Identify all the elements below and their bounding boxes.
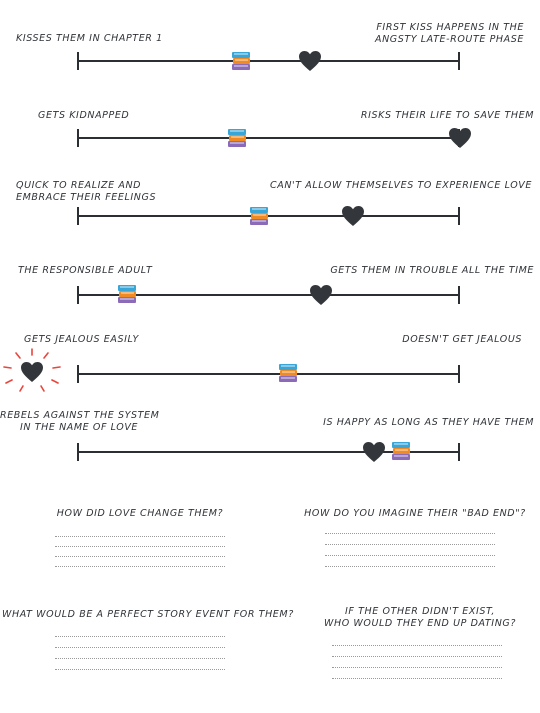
answer-line[interactable] (325, 566, 495, 567)
heart-icon (298, 50, 322, 72)
scale-1-left-label: KISSES THEM IN CHAPTER 1 (16, 33, 163, 44)
answer-line[interactable] (55, 536, 225, 537)
scale-5-left-label: GETS JEALOUS EASILY (24, 334, 139, 345)
answer-line[interactable] (325, 555, 495, 556)
scale-4-left-label: THE RESPONSIBLE ADULT (18, 265, 153, 276)
scale-3-right-label: CAN'T ALLOW THEMSELVES TO EXPERIENCE LOVE (270, 180, 532, 191)
heart-icon (448, 127, 472, 149)
scale-6-left-label: REBELS AGAINST THE SYSTEM IN THE NAME OF LOVE (0, 410, 160, 433)
question-bad-end: HOW DO YOU IMAGINE THEIR "BAD END"? (304, 508, 526, 519)
scale-6-left-tick (77, 443, 79, 461)
scale-6-right-tick (458, 443, 460, 461)
books-icon (116, 283, 138, 305)
heart-icon (309, 284, 333, 306)
answer-line[interactable] (332, 667, 502, 668)
books-icon (390, 440, 412, 462)
answer-line[interactable] (325, 544, 495, 545)
scale-5-right-label: DOESN'T GET JEALOUS (402, 334, 522, 345)
scale-3-left-tick (77, 207, 79, 225)
scale-1-line (78, 60, 460, 62)
scale-2-line (78, 137, 460, 139)
answer-line[interactable] (332, 678, 502, 679)
question-alternate-partner: IF THE OTHER DIDN'T EXIST, WHO WOULD THEY END UP DATING? (323, 606, 517, 629)
answer-line[interactable] (55, 546, 225, 547)
answer-line[interactable] (55, 566, 225, 567)
scale-4-left-tick (77, 286, 79, 304)
answer-line[interactable] (55, 658, 225, 659)
books-icon (230, 50, 252, 72)
books-icon (248, 205, 270, 227)
scale-5-line (78, 373, 460, 375)
answer-line[interactable] (55, 669, 225, 670)
scale-2-right-label: RISKS THEIR LIFE TO SAVE THEM (360, 110, 534, 121)
question-perfect-event: WHAT WOULD BE A PERFECT STORY EVENT FOR THEM? (2, 609, 294, 620)
scale-6-right-label: IS HAPPY AS LONG AS THEY HAVE THEM (323, 417, 534, 428)
scale-2-left-tick (77, 129, 79, 147)
heart-icon (362, 441, 386, 463)
scale-5-left-tick (77, 365, 79, 383)
answer-line[interactable] (332, 645, 502, 646)
heart-icon (341, 205, 365, 227)
scale-4-right-tick (458, 286, 460, 304)
books-icon (277, 362, 299, 384)
scale-3-right-tick (458, 207, 460, 225)
answer-line[interactable] (332, 656, 502, 657)
answer-line[interactable] (55, 556, 225, 557)
scale-2-left-label: GETS KIDNAPPED (38, 110, 130, 121)
scale-3-left-label: QUICK TO REALIZE AND EMBRACE THEIR FEELINGS (16, 180, 157, 203)
answer-line[interactable] (325, 533, 495, 534)
scale-1-right-label: FIRST KISS HAPPENS IN THE ANGSTY LATE-ROUTE PHASE (374, 22, 524, 45)
scale-4-right-label: GETS THEM IN TROUBLE ALL THE TIME (330, 265, 534, 276)
scale-1-right-tick (458, 52, 460, 70)
answer-line[interactable] (55, 636, 225, 637)
books-icon (226, 127, 248, 149)
answer-line[interactable] (55, 647, 225, 648)
heart-icon (20, 361, 44, 383)
question-love-change: HOW DID LOVE CHANGE THEM? (56, 508, 224, 519)
scale-1-left-tick (77, 52, 79, 70)
scale-5-right-tick (458, 365, 460, 383)
